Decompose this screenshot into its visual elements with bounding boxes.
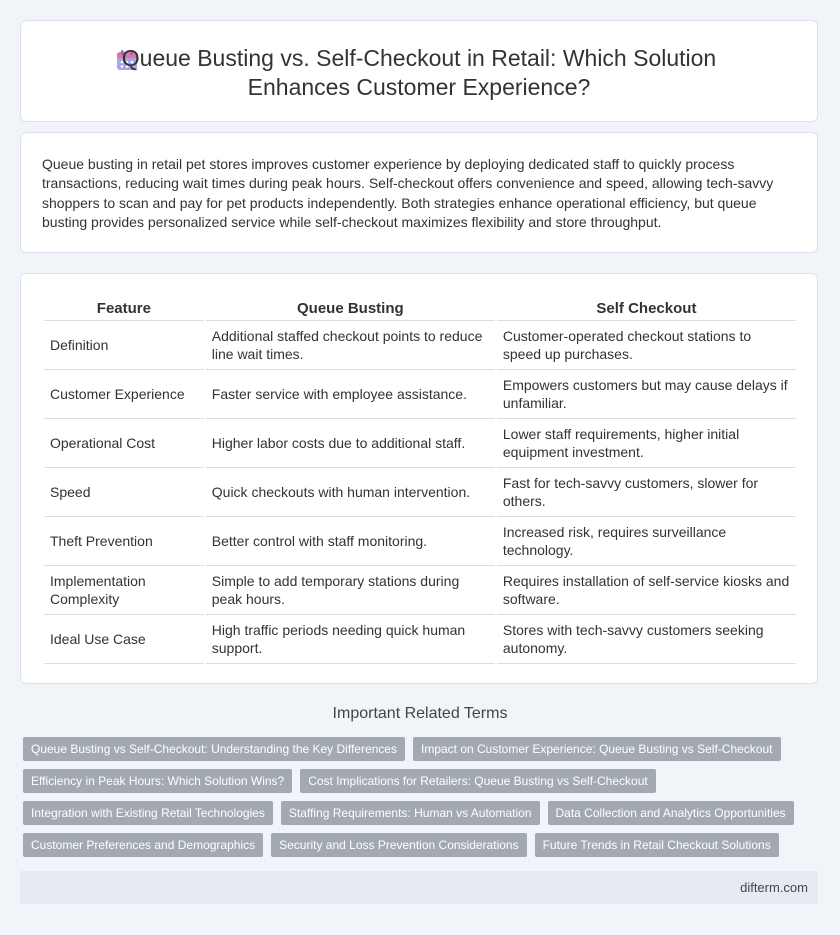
feature-cell: Definition: [44, 321, 204, 370]
table-row: [44, 370, 796, 419]
feature-cell: Operational Cost: [44, 419, 204, 468]
self-checkout-cell: Requires installation of self-service kiosks and software.: [497, 566, 796, 615]
self-checkout-cell: Fast for tech-savvy customers, slower for others.: [497, 468, 796, 517]
self-checkout-cell: Lower staff requirements, higher initial equipment investment.: [497, 419, 796, 468]
table-row: [44, 517, 796, 566]
header-queue-busting: Queue Busting: [206, 296, 495, 321]
title-card: [20, 20, 818, 122]
self-checkout-cell: Increased risk, requires surveillance technology.: [497, 517, 796, 566]
queue-busting-cell: Higher labor costs due to additional staff.: [206, 419, 495, 468]
table-row: [44, 419, 796, 468]
table-header-row: [44, 296, 796, 321]
related-term-link[interactable]: Security and Loss Prevention Considerations: [271, 833, 526, 857]
feature-cell: Customer Experience: [44, 370, 204, 419]
related-term-link[interactable]: Staffing Requirements: Human vs Automation: [281, 801, 540, 825]
queue-busting-cell: Simple to add temporary stations during peak hours.: [206, 566, 495, 615]
related-term-link[interactable]: Efficiency in Peak Hours: Which Solution Wins?: [23, 769, 292, 793]
related-term-link[interactable]: Queue Busting vs Self-Checkout: Understanding the Key Differences: [23, 737, 405, 761]
header-feature: Feature: [44, 296, 204, 321]
queue-busting-cell: Better control with staff monitoring.: [206, 517, 495, 566]
table-row: [44, 615, 796, 664]
queue-busting-cell: Additional staffed checkout points to reduce line wait times.: [206, 321, 495, 370]
table-row: [44, 566, 796, 615]
related-term-link[interactable]: Integration with Existing Retail Technologies: [23, 801, 273, 825]
related-term-link[interactable]: Future Trends in Retail Checkout Solutions: [535, 833, 779, 857]
footer-domain-link[interactable]: difterm.com: [740, 880, 808, 895]
queue-busting-cell: Faster service with employee assistance.: [206, 370, 495, 419]
table-row: [44, 321, 796, 370]
feature-cell: Theft Prevention: [44, 517, 204, 566]
related-term-link[interactable]: Cost Implications for Retailers: Queue Busting vs Self-Checkout: [300, 769, 655, 793]
self-checkout-cell: Empowers customers but may cause delays if unfamiliar.: [497, 370, 796, 419]
queue-busting-cell: Quick checkouts with human intervention.: [206, 468, 495, 517]
self-checkout-cell: Customer-operated checkout stations to speed up purchases.: [497, 321, 796, 370]
intro-card: [20, 132, 818, 253]
intro-paragraph: Queue busting in retail pet stores improves customer experience by deploying dedicated staff to quickly process transactions, reducing wait times during peak hours. Self-checkout offers convenience and speed, allowing tech-savvy shoppers to scan and pay for pet products independently. Both strategies enhance operational efficiency, but queue busting provides personalized service while self-checkout maximizes flexibility and store throughput.: [42, 156, 774, 231]
related-term-link[interactable]: Customer Preferences and Demographics: [23, 833, 263, 857]
self-checkout-cell: Stores with tech-savvy customers seeking autonomy.: [497, 615, 796, 664]
feature-cell: Implementation Complexity: [44, 566, 204, 615]
related-term-link[interactable]: Data Collection and Analytics Opportunities: [548, 801, 794, 825]
page-title: Queue Busting vs. Self-Checkout in Retail: Which Solution Enhances Customer Experience?: [121, 45, 717, 100]
queue-busting-cell: High traffic periods needing quick human support.: [206, 615, 495, 664]
related-terms-title: Important Related Terms: [332, 705, 508, 722]
comparison-table: [42, 296, 798, 664]
header-self-checkout: Self Checkout: [497, 296, 796, 321]
related-term-link[interactable]: Impact on Customer Experience: Queue Busting vs Self-Checkout: [413, 737, 781, 761]
related-terms-list: [23, 737, 823, 865]
feature-cell: Speed: [44, 468, 204, 517]
feature-cell: Ideal Use Case: [44, 615, 204, 664]
footer: [20, 871, 818, 904]
table-row: [44, 468, 796, 517]
comparison-table-card: [20, 273, 818, 684]
